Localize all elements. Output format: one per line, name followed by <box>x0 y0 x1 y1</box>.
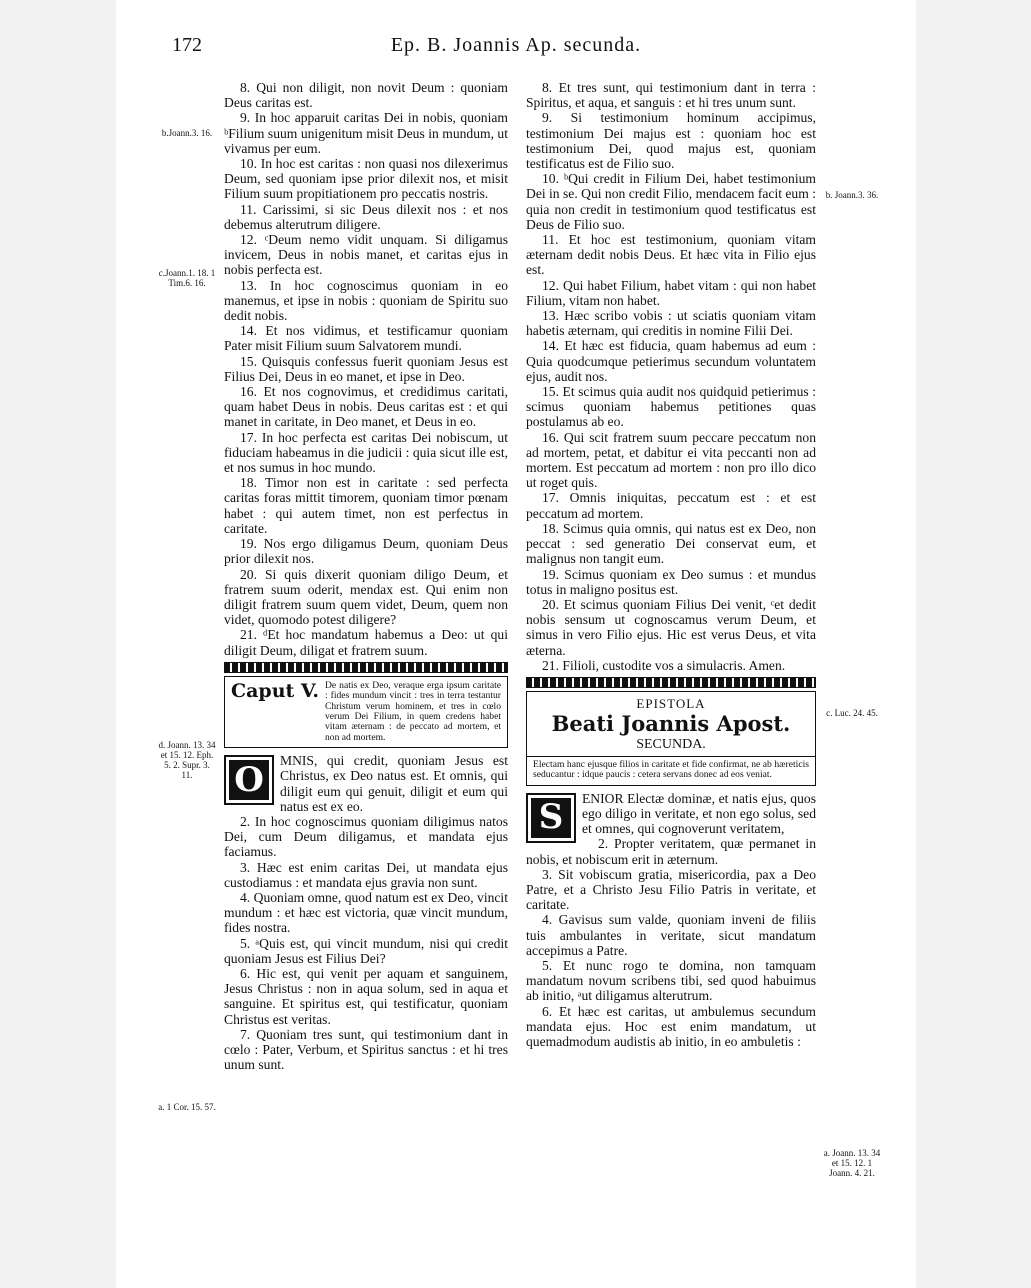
verse: 14. Et nos vidimus, et testificamur quoniam Pater misit Filium suum Salvatorem mundi. <box>224 323 508 354</box>
verse-list <box>526 80 816 673</box>
verse: 14. Et hæc est fiducia, quam habemus ad eum : Quia quodcumque petierimus secundum voluntatem ejus, audit nos. <box>526 338 816 384</box>
verse: 13. In hoc cognoscimus quoniam in eo manemus, et ipse in nobis : quoniam de Spiritu suo dedit nobis. <box>224 277 508 324</box>
opening-text: ENIOR Electæ dominæ, et natis ejus, quos ego diligo in veritate, et non ego solus, sed et omnes, qui cognoverunt veritatem, <box>582 790 816 837</box>
margin-note: a. 1 Cor. 15. 57. <box>158 1102 216 1112</box>
opening-paragraph <box>526 791 816 837</box>
epistle-title-box <box>526 691 816 786</box>
verse-list <box>224 814 508 1072</box>
verse-list <box>526 836 816 1049</box>
verse: 19. Nos ergo diligamus Deum, quoniam Deus prior dilexit nos. <box>224 536 508 567</box>
verse: 10. ᵇQui credit in Filium Dei, habet testimonium Dei in se. Qui non credit Filio, mendacem facit eum : quia non credit in testimonium quod testificatus est Deus de Filio suo. <box>526 171 816 232</box>
ornament-band <box>224 662 508 673</box>
page-title: Ep. B. Joannis Ap. secunda. <box>390 34 642 56</box>
verse: 21. ᵈEt hoc mandatum habemus a Deo: ut qui diligit Deum, diligat et fratrem suum. <box>224 627 508 658</box>
verse: 3. Hæc est enim caritas Dei, ut mandata ejus custodiamus : et mandata ejus gravia non sunt. <box>224 859 508 890</box>
verse: 16. Et nos cognovimus, et credidimus caritati, quam habet Deus in nobis. Deus caritas est : et qui manet in caritate, in Deo manet, et Deus in eo. <box>224 384 508 430</box>
verse: 5. Et nunc rogo te domina, non tamquam mandatum novum scribens tibi, sed quod habuimus ab initio, ᵃut diligamus alterutrum. <box>526 957 816 1004</box>
verse: 8. Qui non diligit, non novit Deum : quoniam Deus caritas est. <box>224 80 508 111</box>
verse: 18. Scimus quia omnis, qui natus est ex Deo, non peccat : sed generatio Dei conservat eum, et malignus non tangit eum. <box>526 520 816 567</box>
verse: 6. Et hæc est caritas, ut ambulemus secundum mandata ejus. Hoc est enim mandatum, ut quemadmodum audistis ab initio, in eo ambuletis : <box>526 1003 816 1049</box>
right-column <box>526 80 816 1049</box>
chapter-summary-box <box>224 676 508 748</box>
opening-paragraph <box>224 753 508 814</box>
verse: 21. Filioli, custodite vos a simulacris. Amen. <box>542 657 786 673</box>
epistle-name: Beati Joannis Apost. <box>551 710 791 736</box>
margin-note: b.Joann.3. 16. <box>161 128 213 138</box>
verse: 4. Gavisus sum valde, quoniam inveni de filiis tuis ambulantes in veritate, sicut mandatum accepimus a Patre. <box>526 912 816 958</box>
verse: 3. Sit vobiscum gratia, misericordia, pax a Deo Patre, et a Christo Jesu Filio Patris in veritate, et caritate. <box>526 866 816 913</box>
verse: 2. In hoc cognoscimus quoniam diligimus natos Dei, cum Deum diligamus, et mandata ejus faciamus. <box>224 813 508 860</box>
verse: 8. Et tres sunt, qui testimonium dant in terra : Spiritus, et aqua, et sanguis : et hi tres unum sunt. <box>526 80 816 111</box>
margin-note: d. Joann. 13. 34 et 15. 12. Eph. 5. 2. Supr. 3. 11. <box>158 740 216 780</box>
verse: 18. Timor non est in caritate : sed perfecta caritas foras mittit timorem, quoniam timor pœnam habet : qui autem timet, non est perfectus in caritate. <box>224 475 508 536</box>
verse: 9. In hoc apparuit caritas Dei in nobis, quoniam ᵇFilium suum unigenitum misit Deus in mundum, ut vivamus per eum. <box>224 110 508 156</box>
opening-text: MNIS, qui credit, quoniam Jesus est Christus, ex Deo natus est. Et omnis, qui diligit eum qui genuit, diligit et eum qui natus est ex eo. <box>280 753 508 814</box>
verse: 13. Hæc scribo vobis : ut sciatis quoniam vitam habetis æternam, qui creditis in nomine Filii Dei. <box>526 308 816 339</box>
margin-note: b. Joann.3. 36. <box>825 190 879 200</box>
verse: 17. Omnis iniquitas, peccatum est : et est peccatum ad mortem. <box>526 490 816 521</box>
margin-note: c. Luc. 24. 45. <box>826 708 878 718</box>
chapter-heading: Caput V. <box>231 679 319 702</box>
verse: 12. Qui habet Filium, habet vitam : qui non habet Filium, vitam non habet. <box>526 277 816 308</box>
chapter-summary: De natis ex Deo, veraque erga ipsum caritate : fides mundum vincit : tres in terra testantur Christum verum hominem, et tres in cœlo verum Dei Filium, in quem credens habet vitam æternam : de peccato ad mortem, et non ad mortem. <box>324 679 501 743</box>
verse: 10. In hoc est caritas : non quasi nos dilexerimus Deum, sed quoniam ipse prior dilexit nos, et misit Filium suum propitiationem pro peccatis nostris. <box>224 156 508 202</box>
verse: 11. Et hoc est testimonium, quoniam vitam æternam dedit nobis Deus. Et hæc vita in Filio ejus est. <box>526 232 816 278</box>
left-column <box>224 80 508 1072</box>
epistle-number: SECUNDA. <box>636 736 706 752</box>
dropcap: O <box>224 755 274 805</box>
verse: 5. ᵃQuis est, qui vincit mundum, nisi qui credit quoniam Jesus est Filius Dei? <box>224 935 508 966</box>
verse: 19. Scimus quoniam ex Deo sumus : et mundus totus in maligno positus est. <box>526 566 816 597</box>
verse: 12. ᶜDeum nemo vidit unquam. Si diligamus invicem, Deus in nobis manet, et caritas ejus in nobis perfecta est. <box>224 232 508 278</box>
epistle-label: EPISTOLA <box>636 695 706 711</box>
verse: 4. Quoniam omne, quod natum est ex Deo, vincit mundum : et hæc est victoria, quæ vincit mundum, fides nostra. <box>224 889 508 936</box>
verse: 9. Si testimonium hominum accipimus, testimonium Dei majus est : quoniam hoc est testimonium Dei, quod majus est, quoniam testificatus est de Filio suo. <box>526 110 816 172</box>
verse: 7. Quoniam tres sunt, qui testimonium dant in cœlo : Pater, Verbum, et Spiritus sanctus : et hi tres unum sunt. <box>224 1026 508 1073</box>
verse: 17. In hoc perfecta est caritas Dei nobiscum, ut fiduciam habeamus in die judicii : quia sicut ille est, et nos sumus in hoc mundo. <box>224 429 508 476</box>
ornament-band <box>526 677 816 688</box>
verse: 15. Quisquis confessus fuerit quoniam Jesus est Filius Dei, Deus in eo manet, et ipse in Deo. <box>224 353 508 384</box>
verse: 16. Qui scit fratrem suum peccare peccatum non ad mortem, petat, et dabitur ei vita peccanti non ad mortem. Est peccatum ad mortem : non pro illo dico ut roget quis. <box>526 429 816 491</box>
margin-note: a. Joann. 13. 34 et 15. 12. 1 Joann. 4. 21. <box>823 1148 881 1178</box>
dropcap: S <box>526 793 576 843</box>
page-number: 172 <box>172 34 202 56</box>
bible-page <box>116 0 916 1288</box>
epistle-summary: Electam hanc ejusque filios in caritate et fide confirmat, ne ab hæreticis seducantur : idque paucis : cetera servans donec ad eos veniat. <box>533 758 809 781</box>
verse: 6. Hic est, qui venit per aquam et sanguinem, Jesus Christus : non in aqua solum, sed in aqua et sanguine. Et spiritus est, qui testificatur, quoniam Christus est veritas. <box>224 966 508 1027</box>
verse: 2. Propter veritatem, quæ permanet in nobis, et nobiscum erit in æternum. <box>526 836 816 867</box>
verse: 20. Et scimus quoniam Filius Dei venit, ᶜet dedit nobis sensum ut cognoscamus verum Deum, et simus in vero Filio ejus. Hic est verus Deus, et vita æterna. <box>526 596 816 658</box>
verse-list <box>224 80 508 658</box>
margin-note: c.Joann.1. 18. 1 Tim.6. 16. <box>158 268 216 288</box>
verse: 20. Si quis dixerit quoniam diligo Deum, et fratrem suum oderit, mendax est. Qui enim non diligit fratrem suum quem videt, Deum, quem non videt, quomodo potest diligere? <box>224 566 508 628</box>
verse: 11. Carissimi, si sic Deus dilexit nos : et nos debemus alterutrum diligere. <box>224 201 508 232</box>
verse: 15. Et scimus quia audit nos quidquid petierimus : scimus quoniam habemus petitiones quas postulamus ab eo. <box>526 384 816 430</box>
